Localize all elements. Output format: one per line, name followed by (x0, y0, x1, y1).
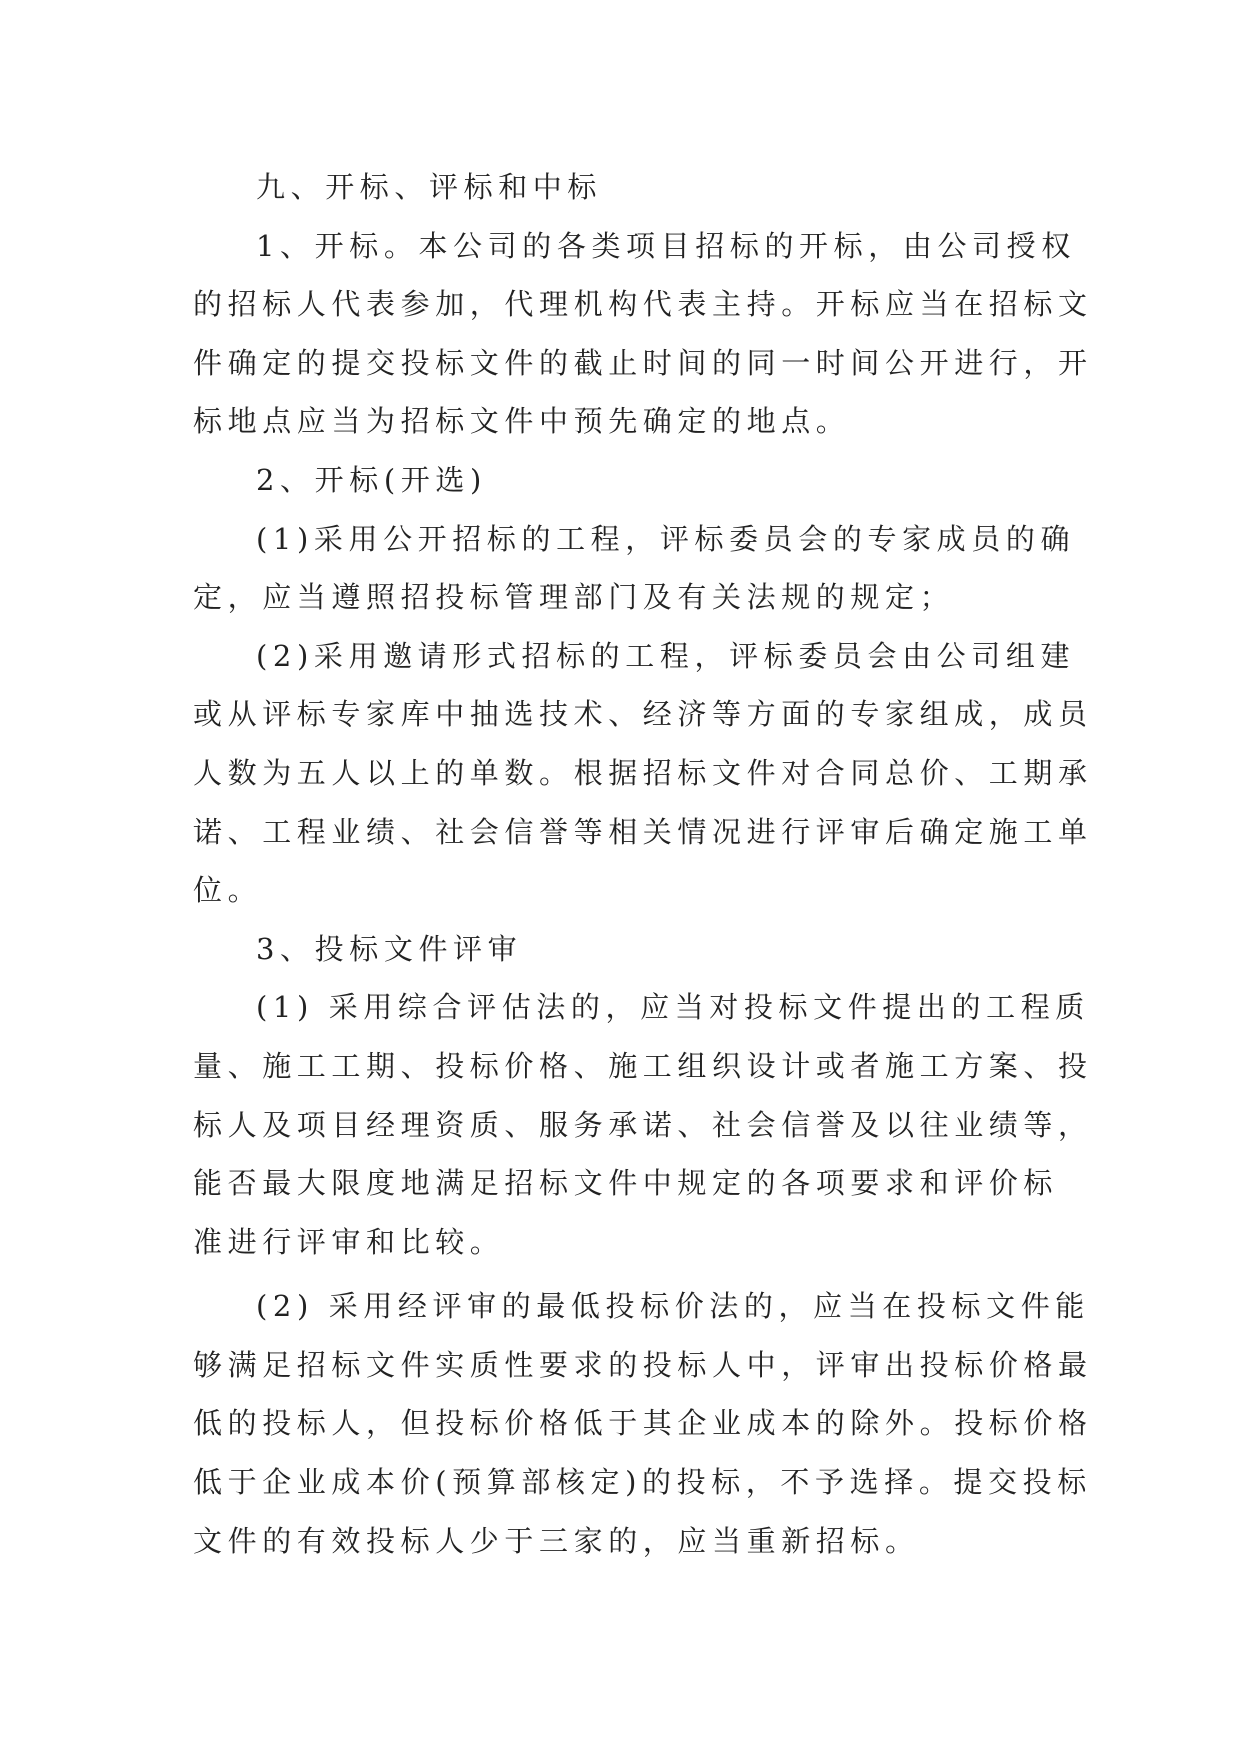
paragraph-line: 标地点应当为招标文件中预先确定的地点。 (193, 404, 851, 439)
paragraph-invited-tender (193, 627, 1093, 920)
paragraph-line: 低的投标人，但投标价格低于其企业成本的除外。投标价格 (193, 1406, 1093, 1441)
subheading-bid-review (193, 920, 1059, 979)
subheading: 3、投标文件评审 (256, 931, 523, 966)
paragraph-line: 准进行评审和比较。 (193, 1224, 505, 1259)
paragraph-line: 定，应当遵照招投标管理部门及有关法规的规定； (193, 580, 955, 615)
paragraph-line: 位。 (193, 873, 263, 908)
paragraph-line: 人数为五人以上的单数。根据招标文件对合同总价、工期承 (193, 755, 1093, 790)
paragraph-lowest-price (193, 1277, 1093, 1570)
section-heading: 九、开标、评标和中标 (256, 170, 603, 204)
paragraph-line: 的招标人代表参加，代理机构代表主持。开标应当在招标文 (193, 287, 1093, 322)
paragraph-opening (193, 217, 1093, 451)
paragraph-line: 能否最大限度地满足招标文件中规定的各项要求和评价标 (193, 1166, 1059, 1201)
paragraph-line: 低于企业成本价(预算部核定)的投标，不予选择。提交投标 (193, 1465, 1092, 1500)
paragraph-line: 够满足招标文件实质性要求的投标人中，评审出投标价格最 (193, 1347, 1093, 1382)
paragraph-public-tender (193, 510, 1076, 627)
paragraph-line: 诺、工程业绩、社会信誉等相关情况进行评审后确定施工单 (193, 814, 1093, 849)
paragraph-comprehensive-evaluation (193, 978, 1093, 1271)
paragraph-line: 量、施工工期、投标价格、施工组织设计或者施工方案、投 (193, 1048, 1093, 1083)
paragraph-line: 1、开标。本公司的各类项目招标的开标，由公司授权 (256, 228, 1076, 263)
paragraph-line: 件确定的提交投标文件的截止时间的同一时间公开进行，开 (193, 345, 1093, 380)
document-body (193, 158, 1093, 1570)
paragraph-line: 或从评标专家库中抽选技术、经济等方面的专家组成，成员 (193, 697, 1093, 732)
paragraph-line: (1)采用公开招标的工程，评标委员会的专家成员的确 (256, 521, 1076, 556)
paragraph-line: (1) 采用综合评估法的，应当对投标文件提出的工程质 (256, 990, 1090, 1025)
paragraph-line: (2)采用邀请形式招标的工程，评标委员会由公司组建 (256, 638, 1076, 673)
subheading: 2、开标(开选) (256, 462, 487, 497)
paragraph-line: 标人及项目经理资质、服务承诺、社会信誉及以往业绩等， (193, 1107, 1093, 1142)
subheading-opening-selection (193, 451, 1059, 510)
paragraph-line: (2) 采用经评审的最低投标价法的，应当在投标文件能 (256, 1289, 1090, 1324)
paragraph-line: 文件的有效投标人少于三家的，应当重新招标。 (193, 1523, 920, 1558)
